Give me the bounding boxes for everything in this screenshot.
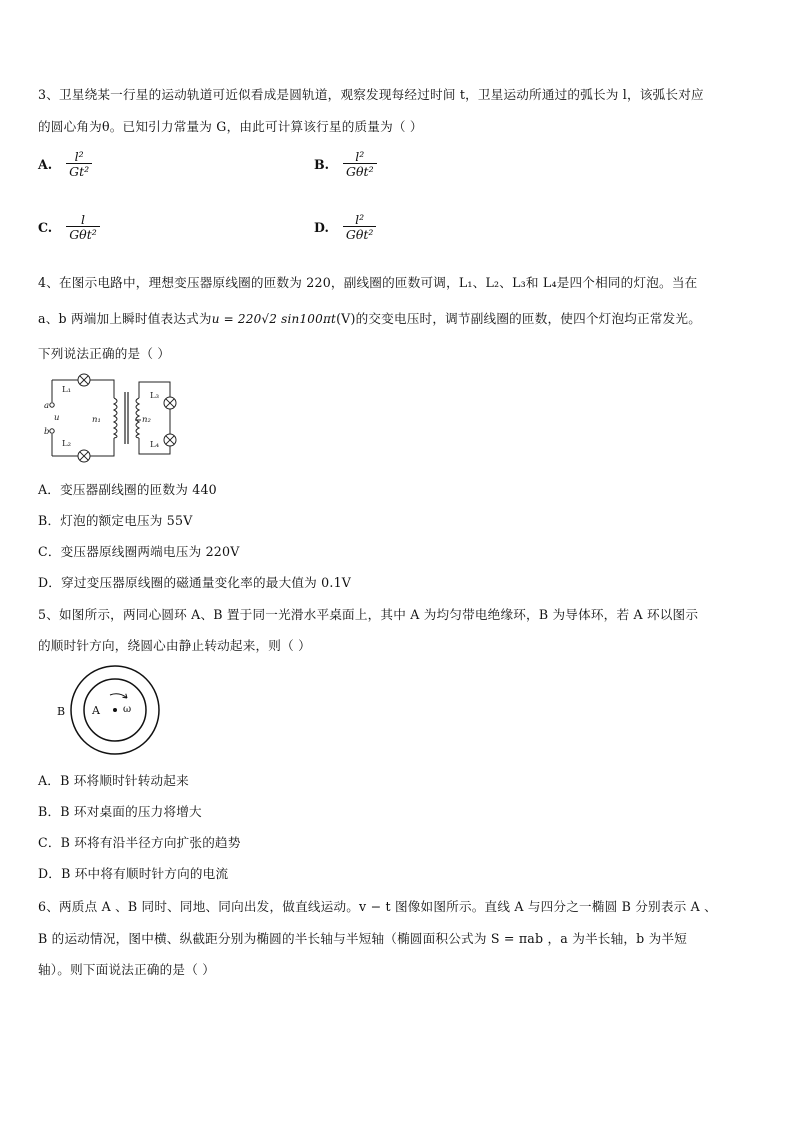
label-l3: L₃: [150, 391, 160, 401]
label-l1: L₁: [62, 385, 72, 395]
denominator: Gθt²: [66, 226, 100, 241]
q5-stem-line1: 5、如图所示，两同心圆环 A、B 置于同一光滑水平桌面上，其中 A 为均匀带电绝缘环，B 为导体环，若 A 环以图示: [38, 607, 699, 622]
q4-stem-line3: 下列说法正确的是（ ）: [38, 346, 171, 361]
fraction: [66, 150, 92, 178]
fraction: [66, 213, 100, 241]
primary-coil-icon: [114, 398, 117, 438]
numerator: l²: [74, 149, 84, 164]
fraction: [343, 213, 377, 241]
option-label: D.: [314, 219, 329, 235]
q5-stem-line2: 的顺时针方向，绕圆心由静止转动起来，则（ ）: [38, 638, 311, 653]
q5-rings-diagram: [52, 660, 162, 760]
option-label: A.: [38, 156, 53, 172]
q4-option-c[interactable]: C．变压器原线圈两端电压为 220V: [38, 544, 240, 559]
denominator: Gθt²: [343, 163, 377, 178]
q4-stem-line2-part1: a、b 两端加上瞬时值表达式为: [38, 311, 212, 326]
q5-option-b[interactable]: B．B 环对桌面的压力将增大: [38, 804, 202, 819]
secondary-coil-icon: [136, 398, 139, 438]
label-n1: n₁: [92, 415, 101, 425]
label-b: b: [44, 427, 50, 437]
q4-voltage-formula: u = 220√2 sin100πt: [211, 312, 337, 326]
q5-option-d[interactable]: D．B 环中将有顺时针方向的电流: [38, 866, 229, 881]
q3-option-c[interactable]: [38, 213, 100, 241]
denominator: Gθt²: [343, 226, 377, 241]
q4-stem-line1: 4、在图示电路中，理想变压器原线圈的匝数为 220，副线圈的匝数可调，L₁、L₂、L₃和 L₄是四个相同的灯泡。当在: [38, 275, 698, 290]
q3-stem-line1: 3、卫星绕某一行星的运动轨道可近似看成是圆轨道，观察发现每经过时间 t，卫星运动所通过的弧长为 l，该弧长对应: [38, 87, 704, 102]
q3-option-d[interactable]: [314, 213, 376, 241]
numerator: l²: [355, 212, 365, 227]
center-dot: [113, 708, 117, 712]
label-u: u: [54, 413, 60, 423]
q3-option-b[interactable]: [314, 150, 377, 178]
label-l4: L₄: [150, 440, 160, 450]
label-a: a: [44, 401, 50, 411]
q3-stem-line2: 的圆心角为θ。已知引力常量为 G，由此可计算该行星的质量为（ ）: [38, 119, 423, 134]
q6-stem-line2: B 的运动情况，图中横、纵截距分别为椭圆的半长轴与半短轴（椭圆面积公式为 S = πab ，a 为半长轴，b 为半短: [38, 931, 688, 946]
numerator: l: [80, 212, 85, 227]
option-label: B.: [314, 156, 330, 172]
q4-option-b[interactable]: B．灯泡的额定电压为 55V: [38, 513, 193, 528]
q4-stem-line2-part2: (V)的交变电压时，调节副线圈的匝数，使四个灯泡均正常发光。: [336, 311, 702, 326]
q4-stem-line2: [38, 308, 701, 327]
terminal-a-icon: [50, 403, 54, 407]
q6-stem-line3: 轴）。则下面说法正确的是（ ）: [38, 962, 216, 977]
label-ring-a: A: [92, 704, 100, 717]
label-omega: ω: [123, 704, 132, 715]
q4-circuit-diagram: [44, 372, 184, 466]
q5-option-a[interactable]: A．B 环将顺时针转动起来: [38, 773, 189, 788]
numerator: l²: [355, 149, 365, 164]
label-ring-b: B: [57, 705, 66, 718]
q4-option-a[interactable]: A．变压器副线圈的匝数为 440: [38, 482, 217, 497]
denominator: Gt²: [66, 163, 92, 178]
label-n2: n₂: [142, 415, 151, 425]
q3-option-a[interactable]: [38, 150, 92, 178]
label-l2: L₂: [62, 439, 72, 449]
q5-option-c[interactable]: C．B 环将有沿半径方向扩张的趋势: [38, 835, 241, 850]
fraction: [343, 150, 377, 178]
terminal-b-icon: [50, 429, 54, 433]
q6-stem-line1: 6、两质点 A 、B 同时、同地、同向出发，做直线运动。v − t 图像如图所示。直线 A 与四分之一椭圆 B 分别表示 A 、: [38, 899, 717, 914]
option-label: C.: [38, 219, 53, 235]
q4-option-d[interactable]: D．穿过变压器原线圈的磁通量变化率的最大值为 0.1V: [38, 575, 352, 590]
